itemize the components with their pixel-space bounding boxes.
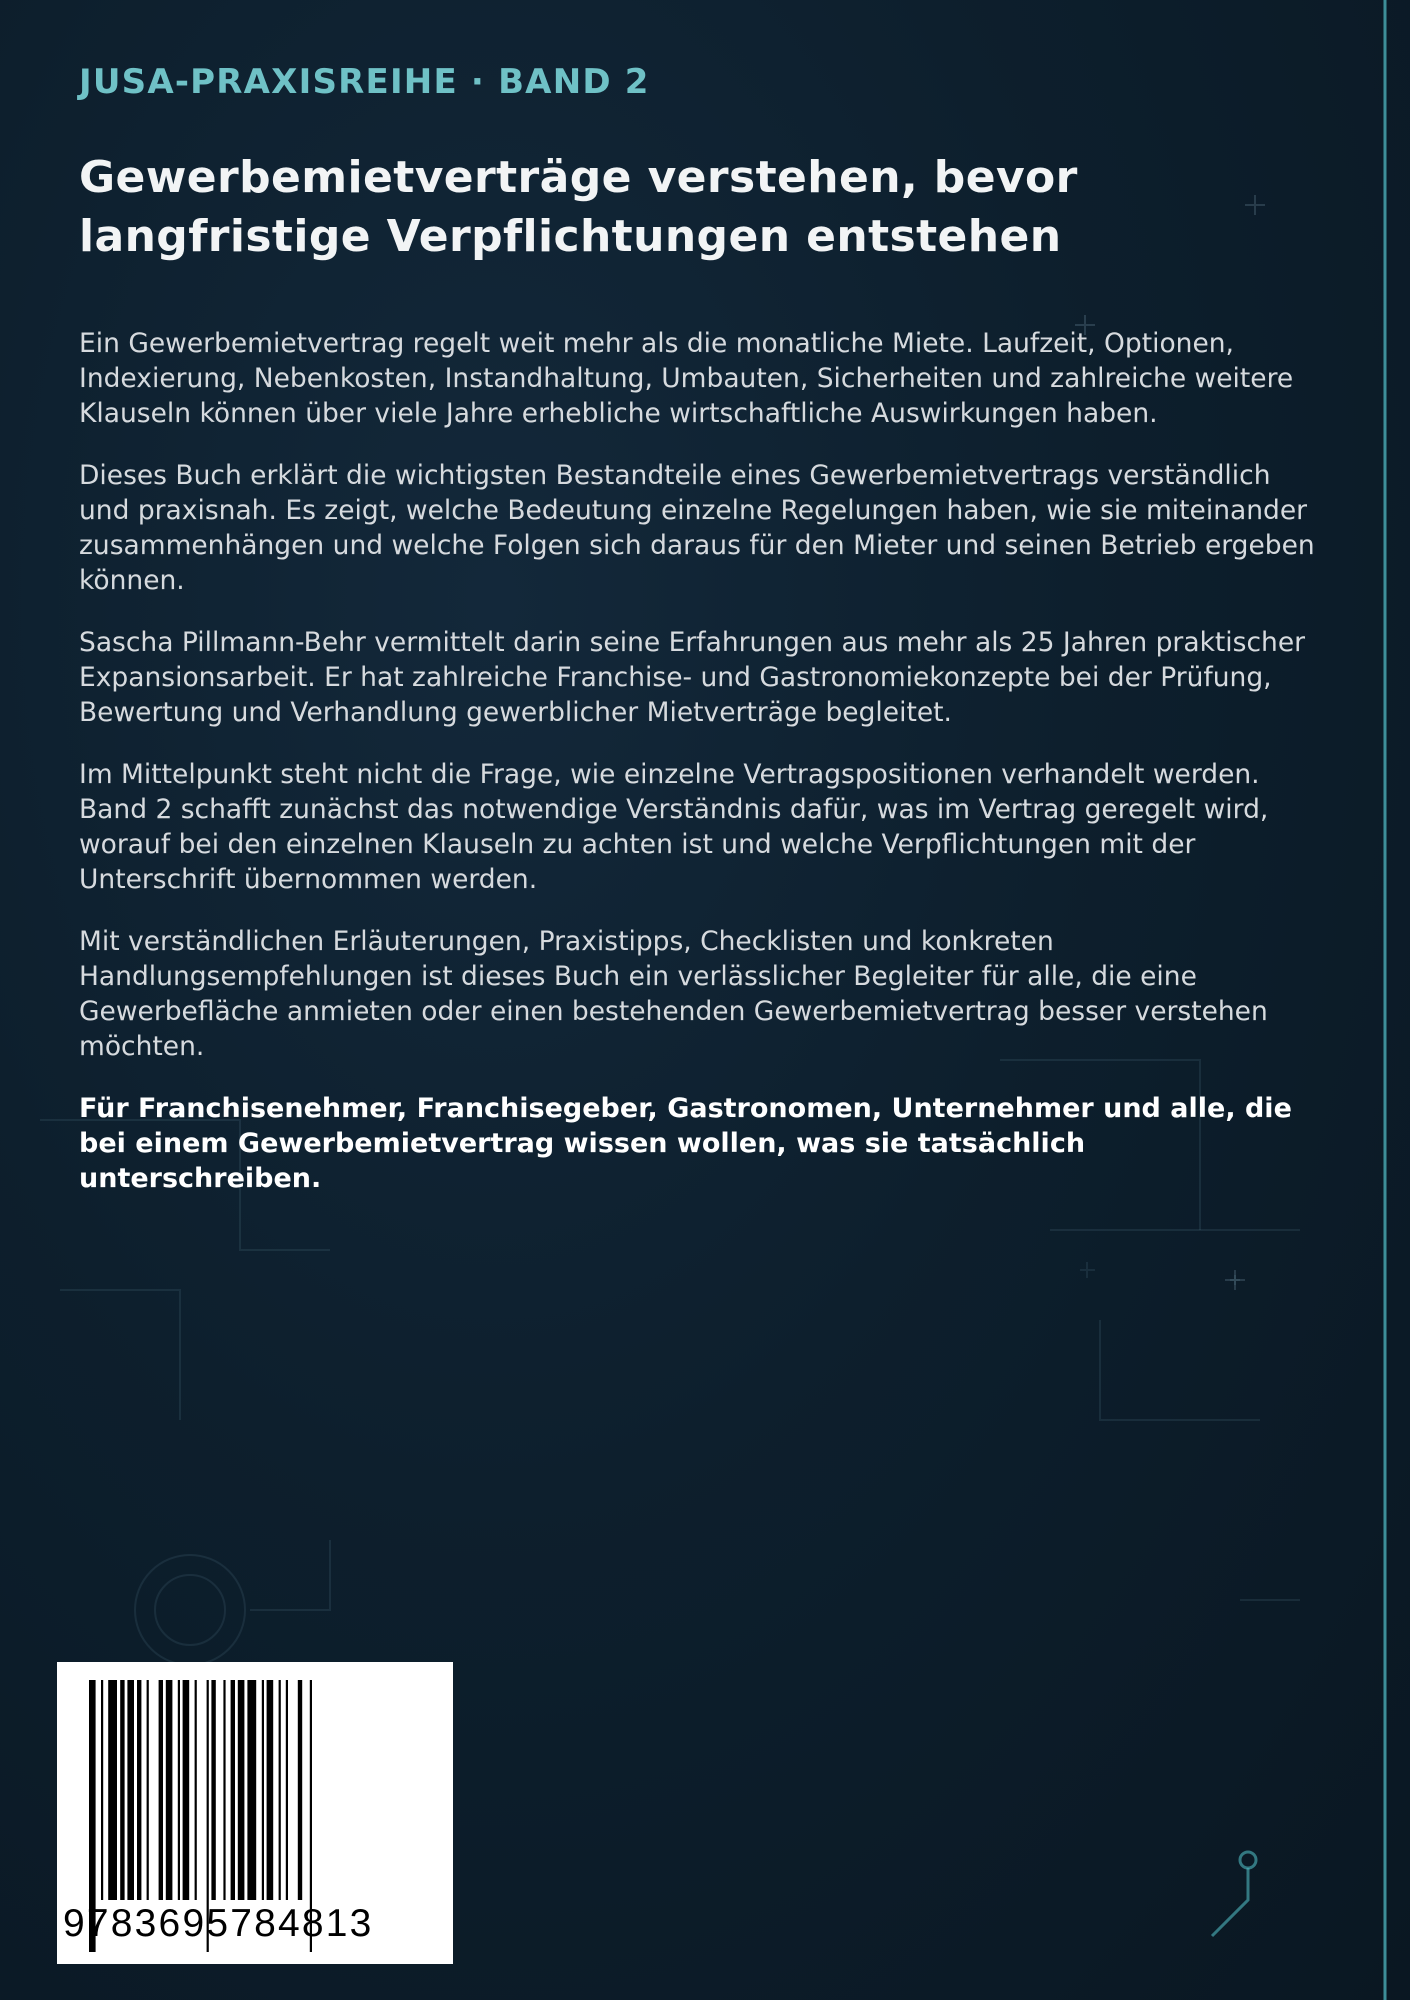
- target-audience-statement: Für Franchisenehmer, Franchisegeber, Gastronomen, Unternehmer und alle, die bei einem Gewerbemietvertrag wissen wollen, was sie tatsächlich unterschreiben.: [79, 1093, 1292, 1194]
- headline-line-1: Gewerbemietverträge verstehen, bevor: [79, 152, 1078, 203]
- isbn-barcode: [57, 1662, 453, 1964]
- barcode-bar: [279, 1680, 281, 1900]
- barcode-bar: [127, 1680, 134, 1900]
- barcode-bar: [238, 1680, 245, 1900]
- barcode-bar: [183, 1680, 190, 1900]
- isbn-number: 9783695784813: [63, 1902, 374, 1945]
- headline: [79, 148, 1309, 266]
- barcode-bar: [120, 1680, 124, 1900]
- barcode-bar: [286, 1680, 288, 1900]
- barcode-bar: [166, 1680, 173, 1900]
- barcode-bar: [267, 1680, 274, 1900]
- barcode-bar: [178, 1680, 180, 1900]
- barcode-bar: [211, 1680, 215, 1900]
- barcode-bar: [247, 1680, 256, 1900]
- barcode-bar: [195, 1680, 197, 1900]
- barcode-bar: [147, 1680, 149, 1900]
- barcode-bar: [101, 1680, 103, 1900]
- barcode-bar: [137, 1680, 141, 1900]
- barcode-bar: [262, 1680, 264, 1900]
- barcode-bar: [298, 1680, 302, 1900]
- blurb-paragraph-3: Sascha Pillmann-Behr vermittelt darin seine Erfahrungen aus mehr als 25 Jahren praktischer Expansionsarbeit. Er hat zahlreiche Franchise- und Gastronomiekonzepte bei der Prüfung, Bewertung und Verhandlung gewerblicher Mietverträge begleitet.: [79, 627, 1306, 728]
- blurb-paragraph-2: Dieses Buch erklärt die wichtigsten Bestandteile eines Gewerbemietvertrags verständlich und praxisnah. Es zeigt, welche Bedeutung einzelne Regelungen haben, wie sie miteinander zusammenhängen und welche Folgen sich daraus für den Mieter und seinen Betrieb ergeben können.: [79, 460, 1315, 596]
- blurb-paragraph-1: Ein Gewerbemietvertrag regelt weit mehr als die monatliche Miete. Laufzeit, Optionen, Indexierung, Nebenkosten, Instandhaltung, Umbauten, Sicherheiten und zahlreiche weitere Klauseln können über viele Jahre erhebliche wirtschaftliche Auswirkungen haben.: [79, 328, 1294, 429]
- barcode-bar: [108, 1680, 117, 1900]
- barcode-bar: [223, 1680, 225, 1900]
- blurb: [79, 326, 1319, 1223]
- blurb-paragraph-5: Mit verständlichen Erläuterungen, Praxistipps, Checklisten und konkreten Handlungsempfehlungen ist dieses Buch ein verlässlicher Begleiter für alle, die eine Gewerbefläche anmieten oder einen bestehenden Gewerbemietvertrag besser verstehen möchten.: [79, 926, 1268, 1062]
- series-label: JUSA-PRAXISREIHE · BAND 2: [79, 62, 650, 102]
- barcode-bar: [159, 1680, 163, 1900]
- blurb-paragraph-4: Im Mittelpunkt steht nicht die Frage, wie einzelne Vertragspositionen verhandelt werden. Band 2 schafft zunächst das notwendige Verständnis dafür, was im Vertrag geregelt wird, worauf bei den einzelnen Klauseln zu achten ist und welche Verpflichtungen mit der Unterschrift übernommen werden.: [79, 759, 1269, 895]
- barcode-bar: [231, 1680, 235, 1900]
- headline-line-2: langfristige Verpflichtungen entstehen: [79, 211, 1062, 262]
